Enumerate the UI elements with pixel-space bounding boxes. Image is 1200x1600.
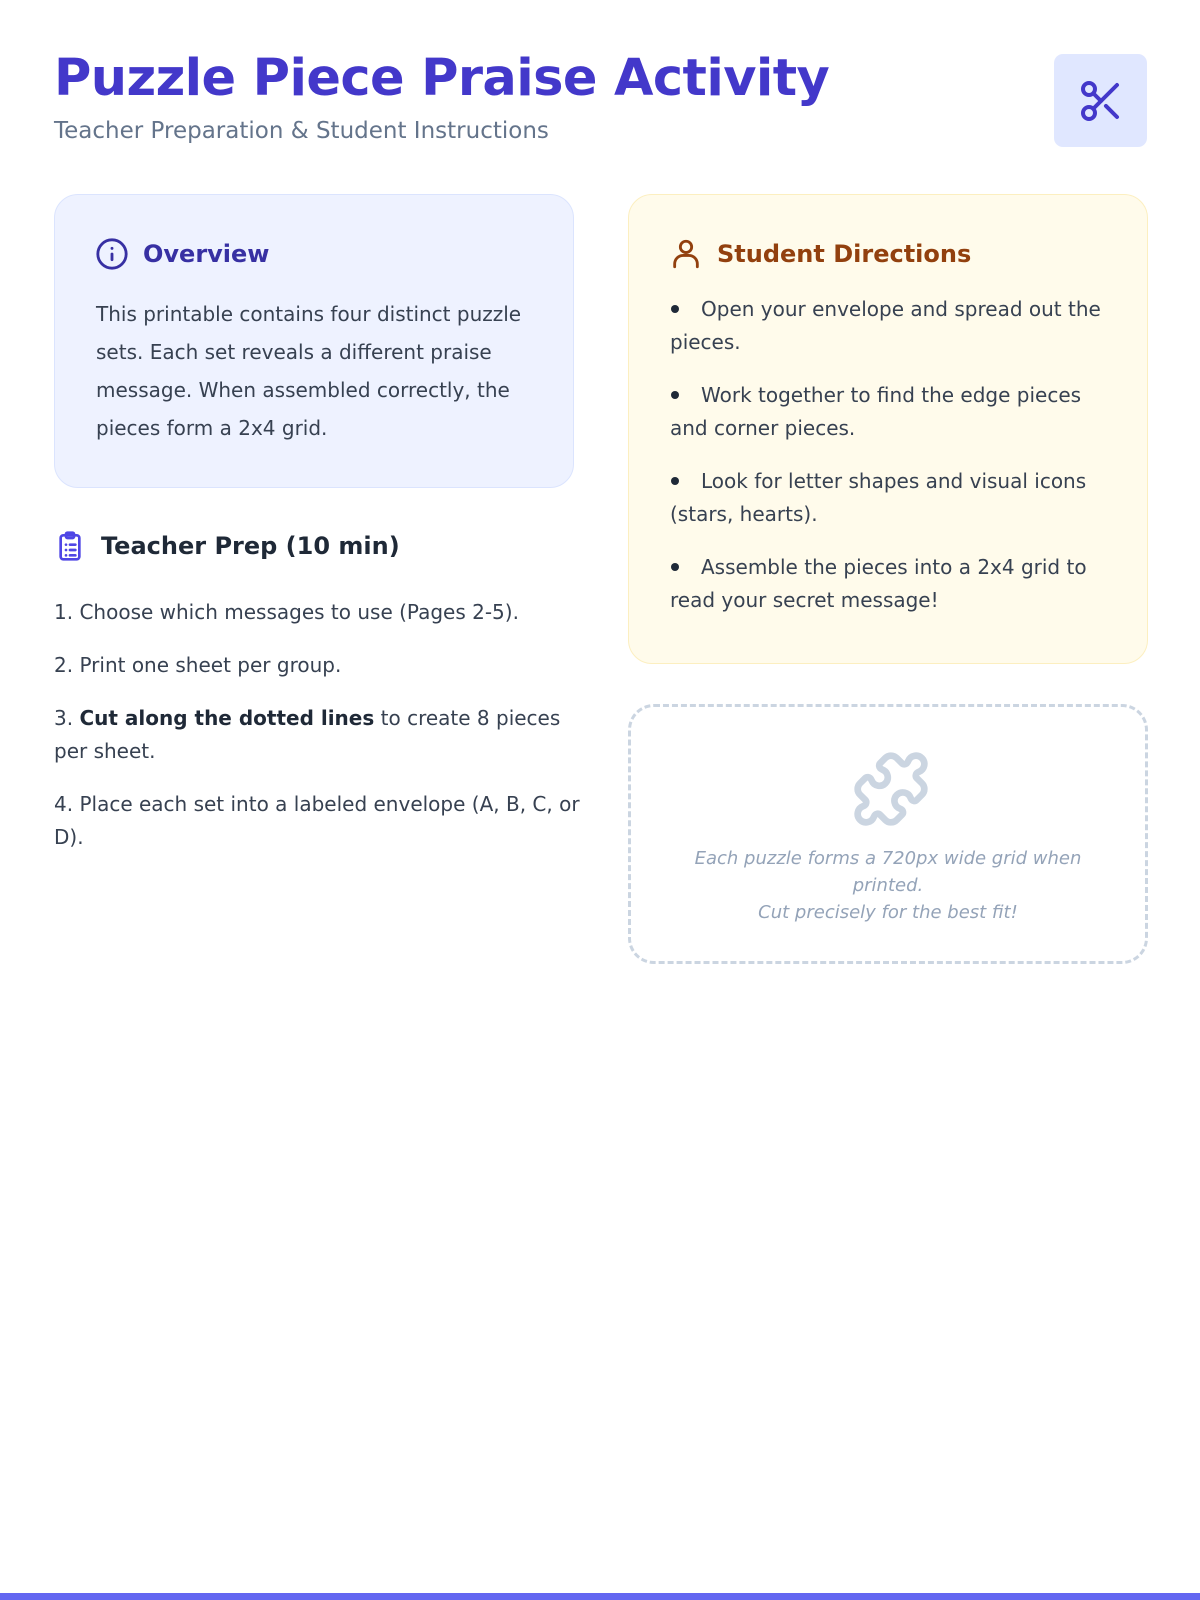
direction-text: Open your envelope and spread out the pieces. (670, 297, 1101, 354)
bullet-icon (671, 305, 679, 313)
bottom-accent-rule (0, 1593, 1200, 1600)
student-directions-heading-label: Student Directions (717, 240, 972, 268)
direction-item (670, 293, 1110, 359)
teacher-prep-heading (54, 530, 400, 562)
direction-item (670, 551, 1110, 617)
prep-step-text: Choose which messages to use (Pages 2-5). (79, 600, 519, 624)
prep-step-text: Print one sheet per group. (79, 653, 342, 677)
page-title: Puzzle Piece Praise Activity (54, 49, 830, 108)
overview-card (54, 194, 574, 488)
direction-text: Assemble the pieces into a 2x4 grid to read your secret message! (670, 555, 1087, 612)
scissors-icon (1077, 77, 1125, 125)
cut-note-box (628, 704, 1148, 964)
user-icon (669, 237, 703, 271)
teacher-prep-steps (54, 596, 584, 874)
page-subtitle: Teacher Preparation & Student Instructions (54, 118, 549, 144)
clipboard-icon (54, 530, 86, 562)
scissors-badge (1054, 54, 1147, 147)
prep-step (54, 596, 584, 629)
prep-step-number: 2. (54, 653, 80, 677)
cut-note-line: Cut precisely for the best fit! (758, 902, 1018, 923)
prep-step-emphasis: Cut along the dotted lines (79, 706, 375, 730)
direction-item (670, 465, 1110, 531)
direction-text: Work together to find the edge pieces and corner pieces. (670, 383, 1082, 440)
bullet-icon (671, 391, 679, 399)
prep-step-number: 3. (54, 706, 80, 730)
prep-step (54, 702, 584, 768)
puzzle-piece-icon (851, 749, 931, 829)
prep-step-text: Place each set into a labeled envelope (A, B, C, or D). (54, 792, 580, 849)
student-directions-list (670, 293, 1110, 637)
info-icon (95, 237, 129, 271)
overview-text: This printable contains four distinct puzzle sets. Each set reveals a different praise message. When assembled correctly, the pieces form a 2x4 grid. (96, 302, 522, 440)
prep-step (54, 649, 584, 682)
student-directions-heading (669, 237, 971, 271)
student-directions-card (628, 194, 1148, 664)
direction-text: Look for letter shapes and visual icons (stars, hearts). (670, 469, 1087, 526)
prep-step-number: 4. (54, 792, 80, 816)
cut-note-line: Each puzzle forms a 720px wide grid when printed. (694, 848, 1082, 896)
bullet-icon (671, 477, 679, 485)
cut-note-text (661, 845, 1115, 926)
prep-step (54, 788, 584, 854)
overview-heading (95, 237, 269, 271)
overview-heading-label: Overview (143, 240, 270, 268)
prep-step-text: to create 8 pieces per sheet. (54, 706, 561, 763)
teacher-prep-heading-label: Teacher Prep (10 min) (101, 532, 400, 560)
prep-step-number: 1. (54, 600, 80, 624)
bullet-icon (671, 563, 679, 571)
direction-item (670, 379, 1110, 445)
